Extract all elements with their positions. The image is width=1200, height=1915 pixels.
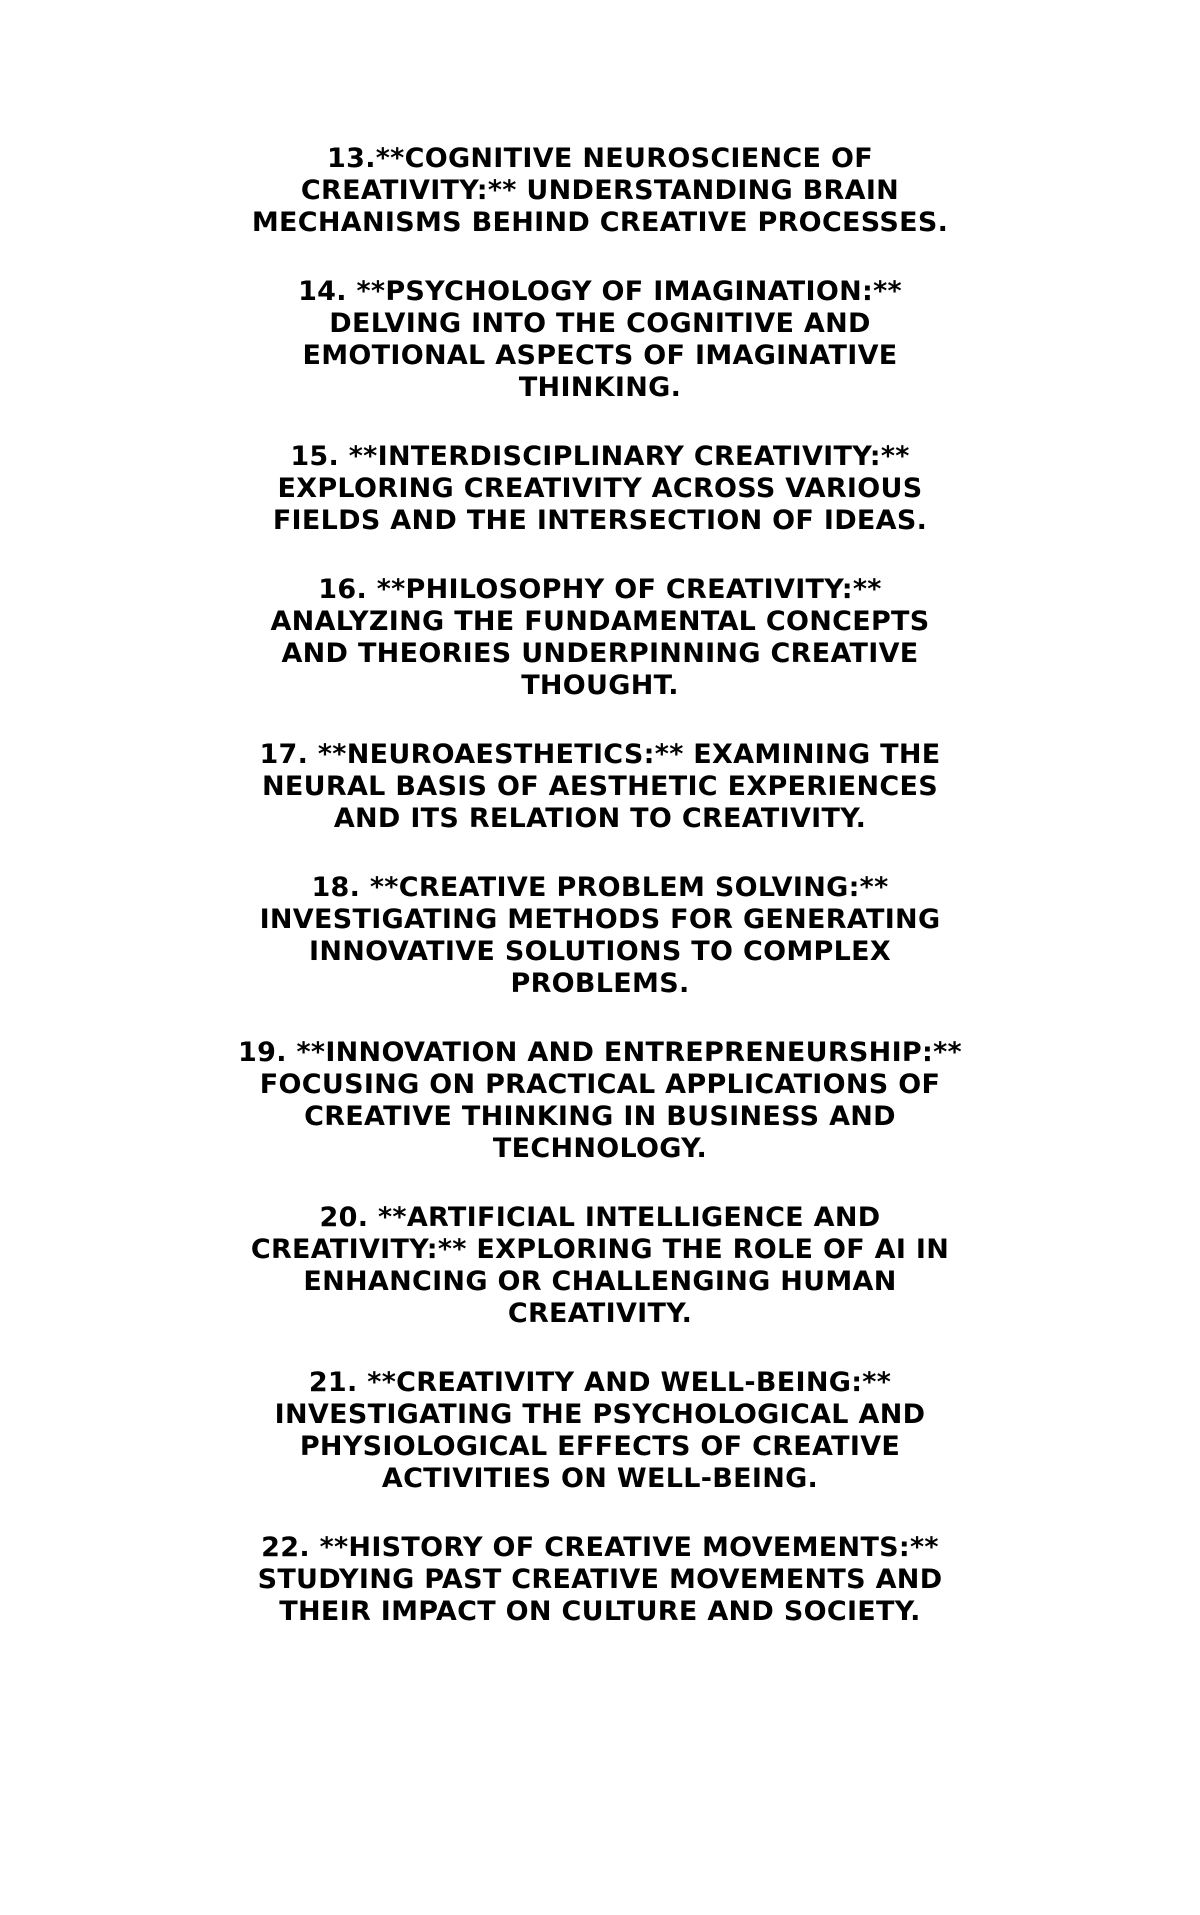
list-item-18: 18. **CREATIVE PROBLEM SOLVING:** INVESTIGATING METHODS FOR GENERATING INNOVATIVE SOLUTIONS TO COMPLEX PROBLEMS.: [259, 872, 941, 999]
list-item-14: 14. **PSYCHOLOGY OF IMAGINATION:** DELVING INTO THE COGNITIVE AND EMOTIONAL ASPECTS OF IMAGINATIVE THINKING.: [298, 276, 902, 403]
list-item-15: 15. **INTERDISCIPLINARY CREATIVITY:** EXPLORING CREATIVITY ACROSS VARIOUS FIELDS AND THE INTERSECTION OF IDEAS.: [272, 441, 928, 536]
list-item-20: 20. **ARTIFICIAL INTELLIGENCE AND CREATIVITY:** EXPLORING THE ROLE OF AI IN ENHANCING OR CHALLENGING HUMAN CREATIVITY.: [250, 1202, 950, 1329]
topic-list: [235, 143, 965, 1665]
list-item-19: 19. **INNOVATION AND ENTREPRENEURSHIP:** FOCUSING ON PRACTICAL APPLICATIONS OF CREATIVE THINKING IN BUSINESS AND TECHNOLOGY.: [238, 1037, 962, 1164]
list-item-16: 16. **PHILOSOPHY OF CREATIVITY:** ANALYZING THE FUNDAMENTAL CONCEPTS AND THEORIES UNDERPINNING CREATIVE THOUGHT.: [270, 574, 930, 701]
list-item-21: 21. **CREATIVITY AND WELL-BEING:** INVESTIGATING THE PSYCHOLOGICAL AND PHYSIOLOGICAL EFFECTS OF CREATIVE ACTIVITIES ON WELL-BEING.: [274, 1367, 926, 1494]
list-item-13: 13.**COGNITIVE NEUROSCIENCE OF CREATIVITY:** UNDERSTANDING BRAIN MECHANISMS BEHIND CREATIVE PROCESSES.: [251, 143, 949, 238]
list-item-22: 22. **HISTORY OF CREATIVE MOVEMENTS:** STUDYING PAST CREATIVE MOVEMENTS AND THEIR IMPACT ON CULTURE AND SOCIETY.: [257, 1532, 943, 1627]
list-item-17: 17. **NEUROAESTHETICS:** EXAMINING THE NEURAL BASIS OF AESTHETIC EXPERIENCES AND ITS RELATION TO CREATIVITY.: [259, 739, 941, 834]
